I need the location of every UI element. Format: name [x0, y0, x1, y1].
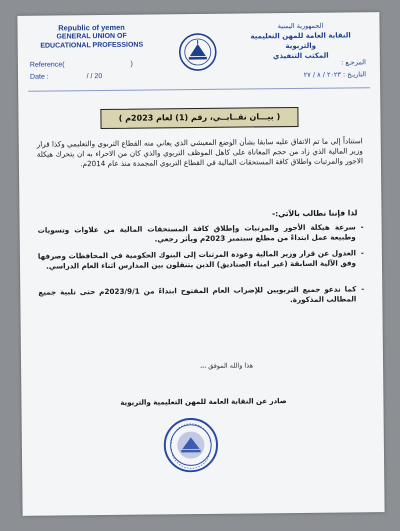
- demand-text-2: العدول عن قرار وزير المالية وعودة المرتبات إلى البنوك الحكومية في المحافظات وصرفها وفق الآلية السابقة (عبر امناء الصناديق) الذين يتنقلون بين المدارس اثناء العام الدراسي.: [37, 248, 357, 271]
- union-logo-icon: [178, 32, 218, 72]
- demand-text-3: كما ندعو جميع التربويين للإضراب العام المفتوح ابتداءً من 2023/9/1م حتى تلبية جميع المطالب المذكورة.: [38, 284, 357, 305]
- country-name: Republic of yemen: [58, 22, 125, 33]
- reference-line-arabic: [341, 58, 366, 66]
- date-value-blank: / / 20: [86, 73, 103, 81]
- org-name-arabic: النقابة العامة للمهن التعليمية والتربوية: [250, 31, 351, 51]
- closing-line: هذا والله الموفق ،،،: [199, 361, 254, 371]
- header-arabic: [235, 20, 365, 61]
- reference-close: ): [130, 60, 133, 68]
- date-line-arabic: [304, 70, 366, 79]
- demands-title: لذا فإننا نطالب بالآتي:-: [272, 208, 358, 219]
- demand-item: - سرعة هيكلة الأجور والمرتبات وإطلاق كافة المستحقات المالية من علاوات وتسويات وطبيعة عمل ابتداءً من مطلع سبتمبر 2023م ويأثر رجعي.: [37, 222, 364, 244]
- statement-title: ( بيـــان نقــابــي، رقم (1) لعام 2023م ): [100, 107, 298, 129]
- date-label-arabic: التاريـخ :: [342, 70, 367, 79]
- document-page: [17, 12, 384, 516]
- issuer-signature-line: صادر عن النقابة العامة للمهن التعليمية والتربوية: [120, 397, 287, 407]
- reference-label-arabic: المرجـع :: [341, 58, 366, 67]
- header-divider: [28, 87, 370, 92]
- header-english: [31, 23, 151, 51]
- demand-text-1: سرعة هيكلة الأجور والمرتبات وإطلاق كافة المستحقات المالية من علاوات وتسويات وطبيعة عمل ابتداءً من مطلع سبتمبر 2023م ويأثر رجعي.: [37, 222, 356, 244]
- country-name-arabic: الجمهورية اليمنية: [277, 21, 324, 31]
- date-line: [30, 73, 102, 81]
- intro-paragraph: استناداً إلى ما تم الاتفاق عليه سابقا بشأن الوضع المعيشي الذي يعاني منه القطاع التربوي والتعليمي وكذا قرار وزير المالية الذي زاد من حجم المعاناة على كاهل الموظف التربوي والذي كان من الاحراء به ان يتحرك هيكلة الاجور والمرتبات واطلاق كافة المستحقات المالية في القطاع التربوي المجمدة منذ عام 2014م.: [36, 136, 363, 169]
- office-name-arabic: المكتب التنفيذي: [272, 51, 329, 61]
- date-value-arabic: ٢٠٢٣ / ٨ / ٢٧: [303, 70, 341, 79]
- date-label: Date :: [29, 73, 49, 81]
- reference-label: Reference(: [29, 61, 65, 69]
- reference-line: [30, 61, 133, 69]
- org-name-english: GENERAL UNION OF EDUCATIONAL PROFESSIONS: [40, 32, 144, 50]
- official-stamp-icon: [162, 416, 221, 475]
- demand-item: - العدول عن قرار وزير المالية وعودة المرتبات إلى البنوك الحكومية في المحافظات وصرفها وفق الآلية السابقة (عبر امناء الصناديق) الذين يتنقلون بين المدارس اثناء العام الدراسي.: [37, 248, 364, 271]
- demand-item: - كما ندعو جميع التربويين للإضراب العام المفتوح ابتداءً من 2023/9/1م حتى تلبية جميع المطالب المذكورة.: [38, 284, 365, 305]
